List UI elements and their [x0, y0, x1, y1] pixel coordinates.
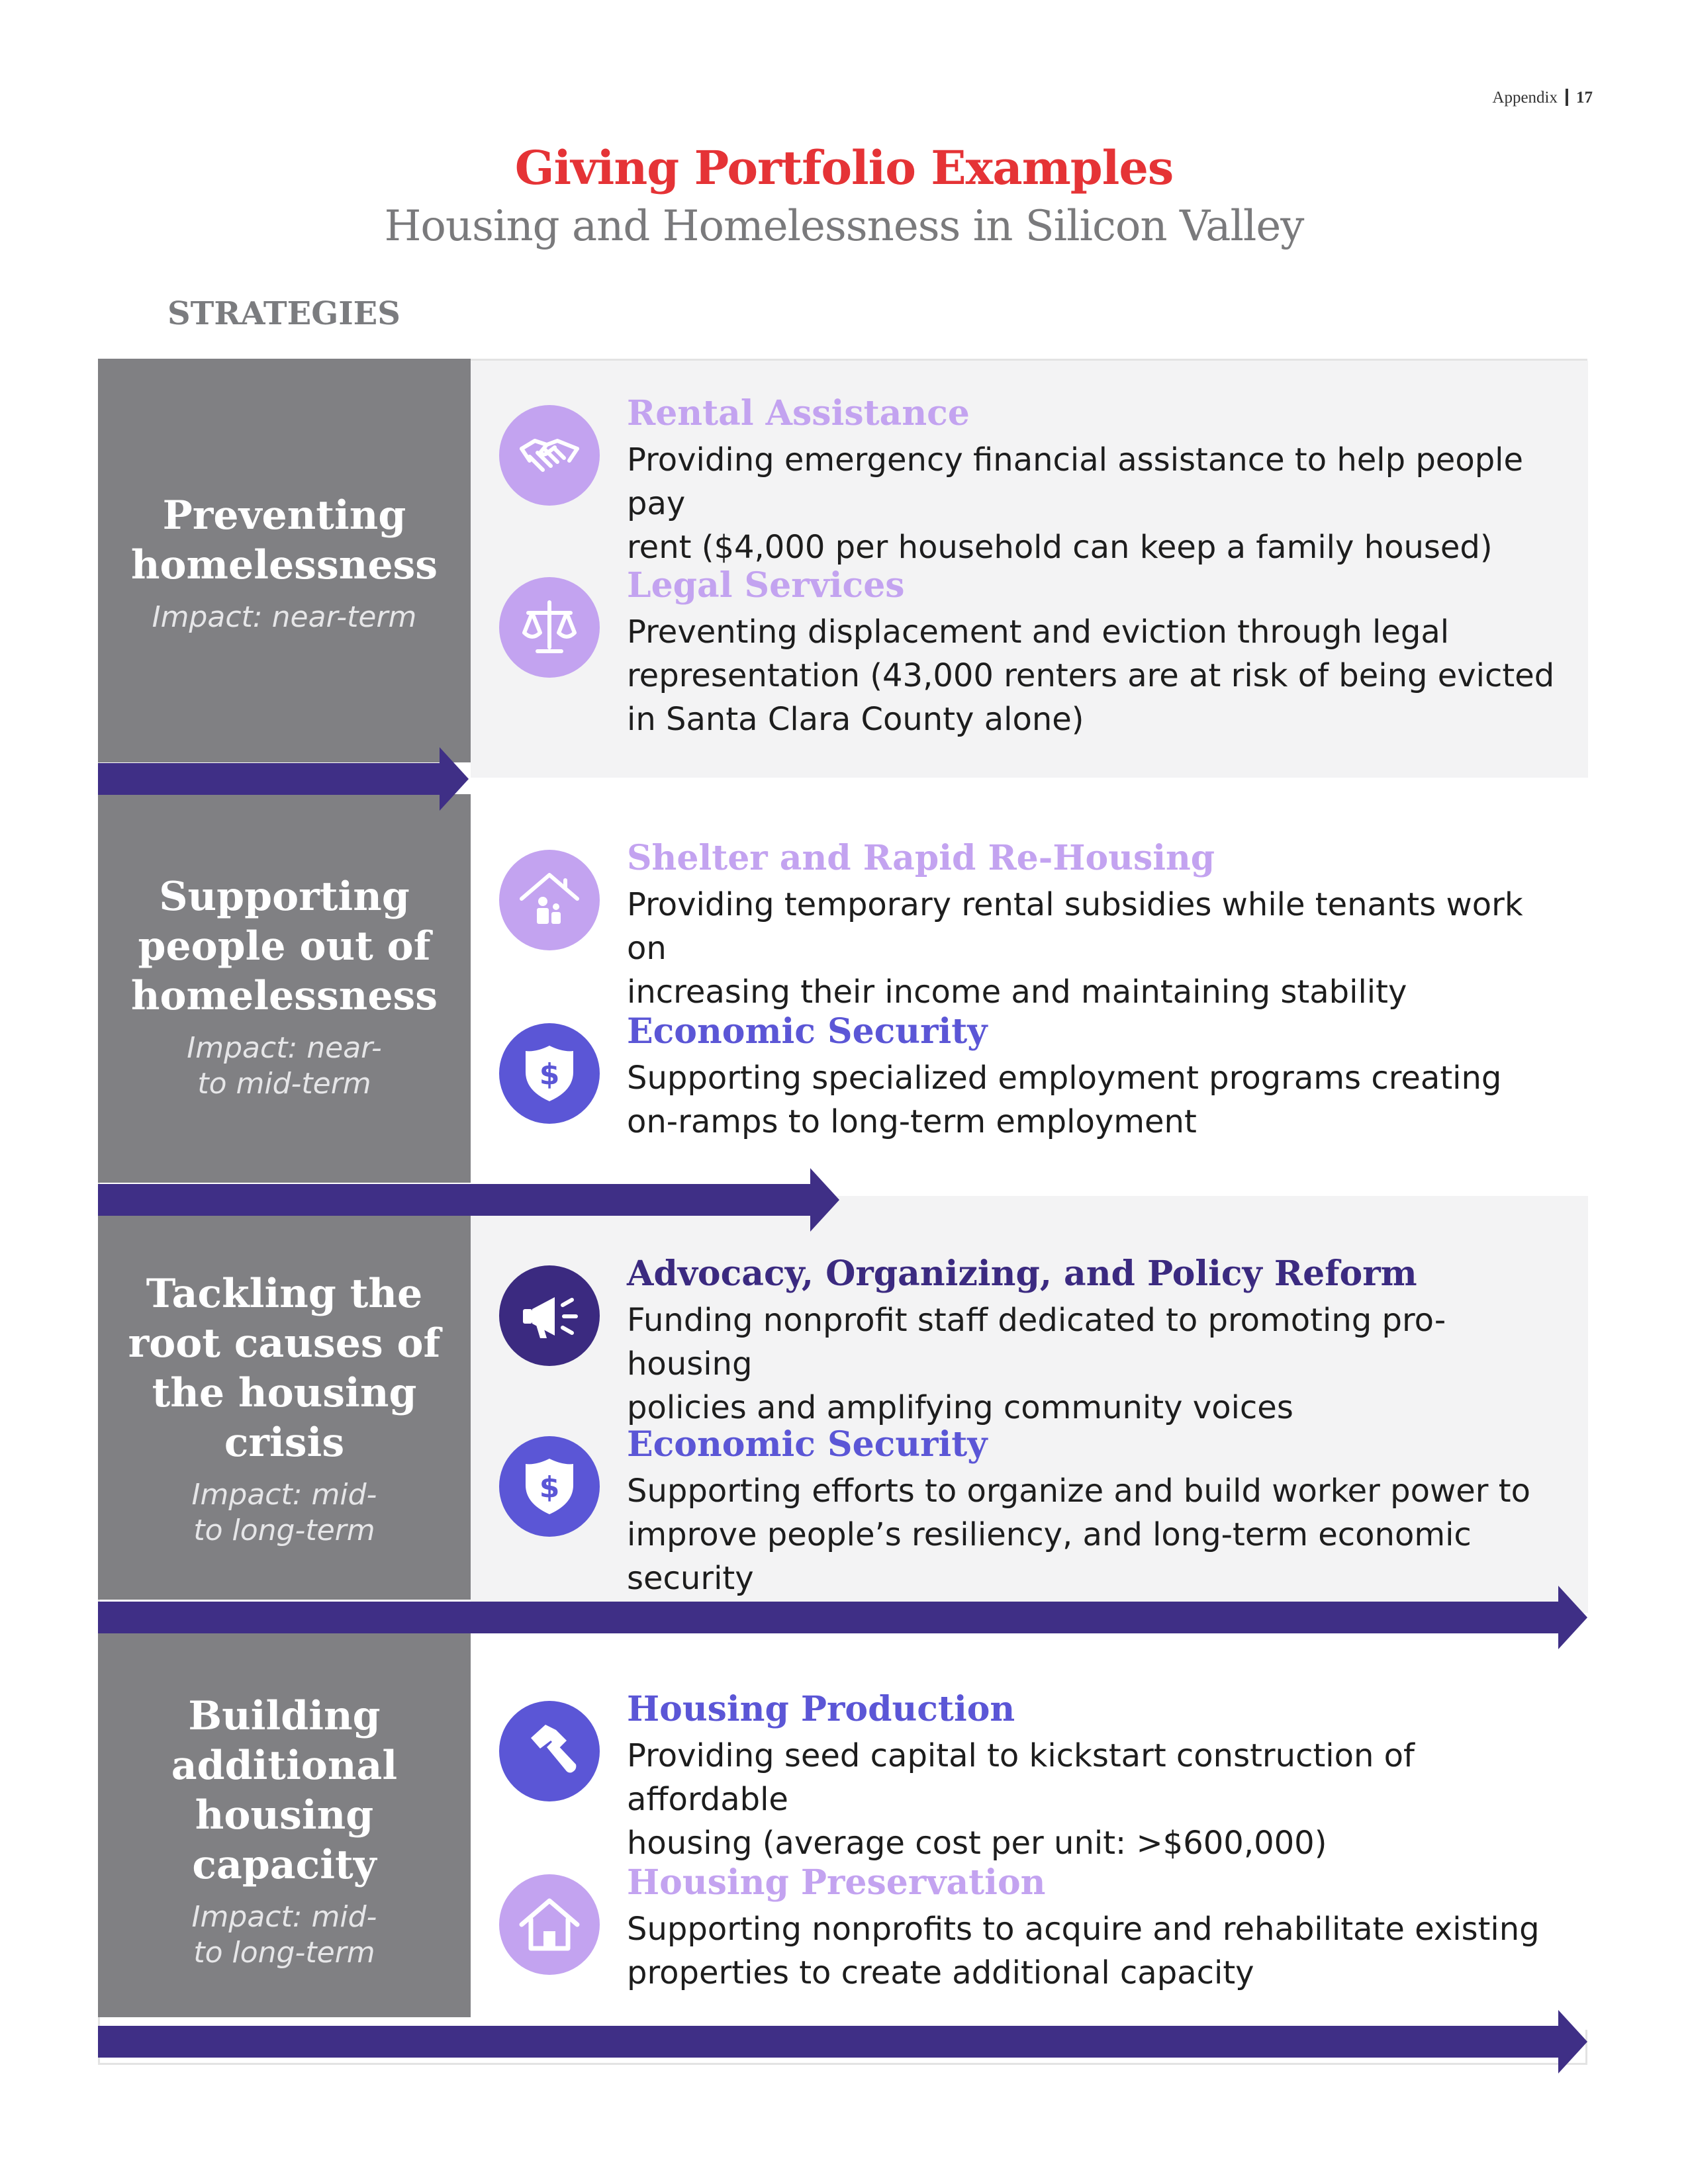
category-building-capacity	[98, 1692, 471, 1971]
strategy-title: Legal Services	[627, 565, 905, 606]
strategy-description: Supporting specialized employment programs creating on-ramps to long-term employment	[627, 1060, 1502, 1140]
category-preventing-homelessness	[98, 491, 471, 635]
category-title: Tackling the root causes of the housing crisis	[128, 1271, 441, 1466]
category-supporting-people	[98, 872, 471, 1102]
strategy-title: Advocacy, Organizing, and Policy Reform	[627, 1253, 1417, 1294]
page-header	[1492, 89, 1593, 107]
category-title: Preventing homelessness	[130, 492, 438, 588]
strategies-label: STRATEGIES	[167, 295, 400, 332]
strategy-description: Supporting efforts to organize and build worker power to improve people’s resiliency, and long-term economic security	[627, 1473, 1530, 1597]
megaphone-icon	[499, 1265, 600, 1366]
strategy-title: Shelter and Rapid Re-Housing	[627, 838, 1215, 878]
strategy-description: Providing emergency financial assistance to help people pay rent ($4,000 per household can keep a family housed)	[627, 441, 1524, 566]
strategy-title: Housing Production	[627, 1689, 1015, 1729]
strategy-title: Economic Security	[627, 1011, 988, 1052]
category-title: Building additional housing capacity	[171, 1693, 398, 1888]
category-tackling-root-causes	[98, 1269, 471, 1549]
svg-text:$: $	[539, 1471, 560, 1504]
category-impact: Impact: mid- to long-term	[191, 1478, 377, 1547]
strategy-description: Supporting nonprofits to acquire and rehabilitate existing properties to create additional capacity	[627, 1911, 1540, 1991]
page-title: Giving Portfolio Examples	[514, 140, 1174, 195]
svg-text:$: $	[539, 1058, 560, 1091]
page-subtitle: Housing and Homelessness in Silicon Valley	[384, 202, 1304, 251]
shield-dollar-icon	[499, 1023, 600, 1124]
strategy-title: Rental Assistance	[627, 393, 970, 433]
section-label: Appendix	[1492, 89, 1558, 107]
category-impact: Impact: near-term	[152, 600, 417, 634]
category-impact: Impact: near- to mid-term	[187, 1031, 382, 1101]
house-family-icon	[499, 850, 600, 950]
page-number: 17	[1576, 89, 1593, 107]
strategy-description: Providing seed capital to kickstart construction of affordable housing (average cost per unit: >$600,000)	[627, 1737, 1415, 1862]
shield-dollar-icon	[499, 1436, 600, 1537]
category-title: Supporting people out of homelessness	[130, 874, 438, 1019]
strategy-description: Funding nonprofit staff dedicated to promoting pro-housing policies and amplifying community voices	[627, 1302, 1446, 1426]
header-divider	[1566, 89, 1568, 106]
strategy-title: Economic Security	[627, 1424, 988, 1465]
strategy-description: Preventing displacement and eviction through legal representation (43,000 renters are at risk of being evicted in Santa Clara County alone)	[627, 614, 1555, 738]
hammer-icon	[499, 1701, 600, 1801]
scales-icon	[499, 577, 600, 678]
strategy-description: Providing temporary rental subsidies while tenants work on increasing their income and maintaining stability	[627, 886, 1523, 1011]
category-impact: Impact: mid- to long-term	[191, 1900, 377, 1970]
house-icon	[499, 1874, 600, 1975]
handshake-icon	[499, 405, 600, 506]
strategy-title: Housing Preservation	[627, 1862, 1046, 1903]
